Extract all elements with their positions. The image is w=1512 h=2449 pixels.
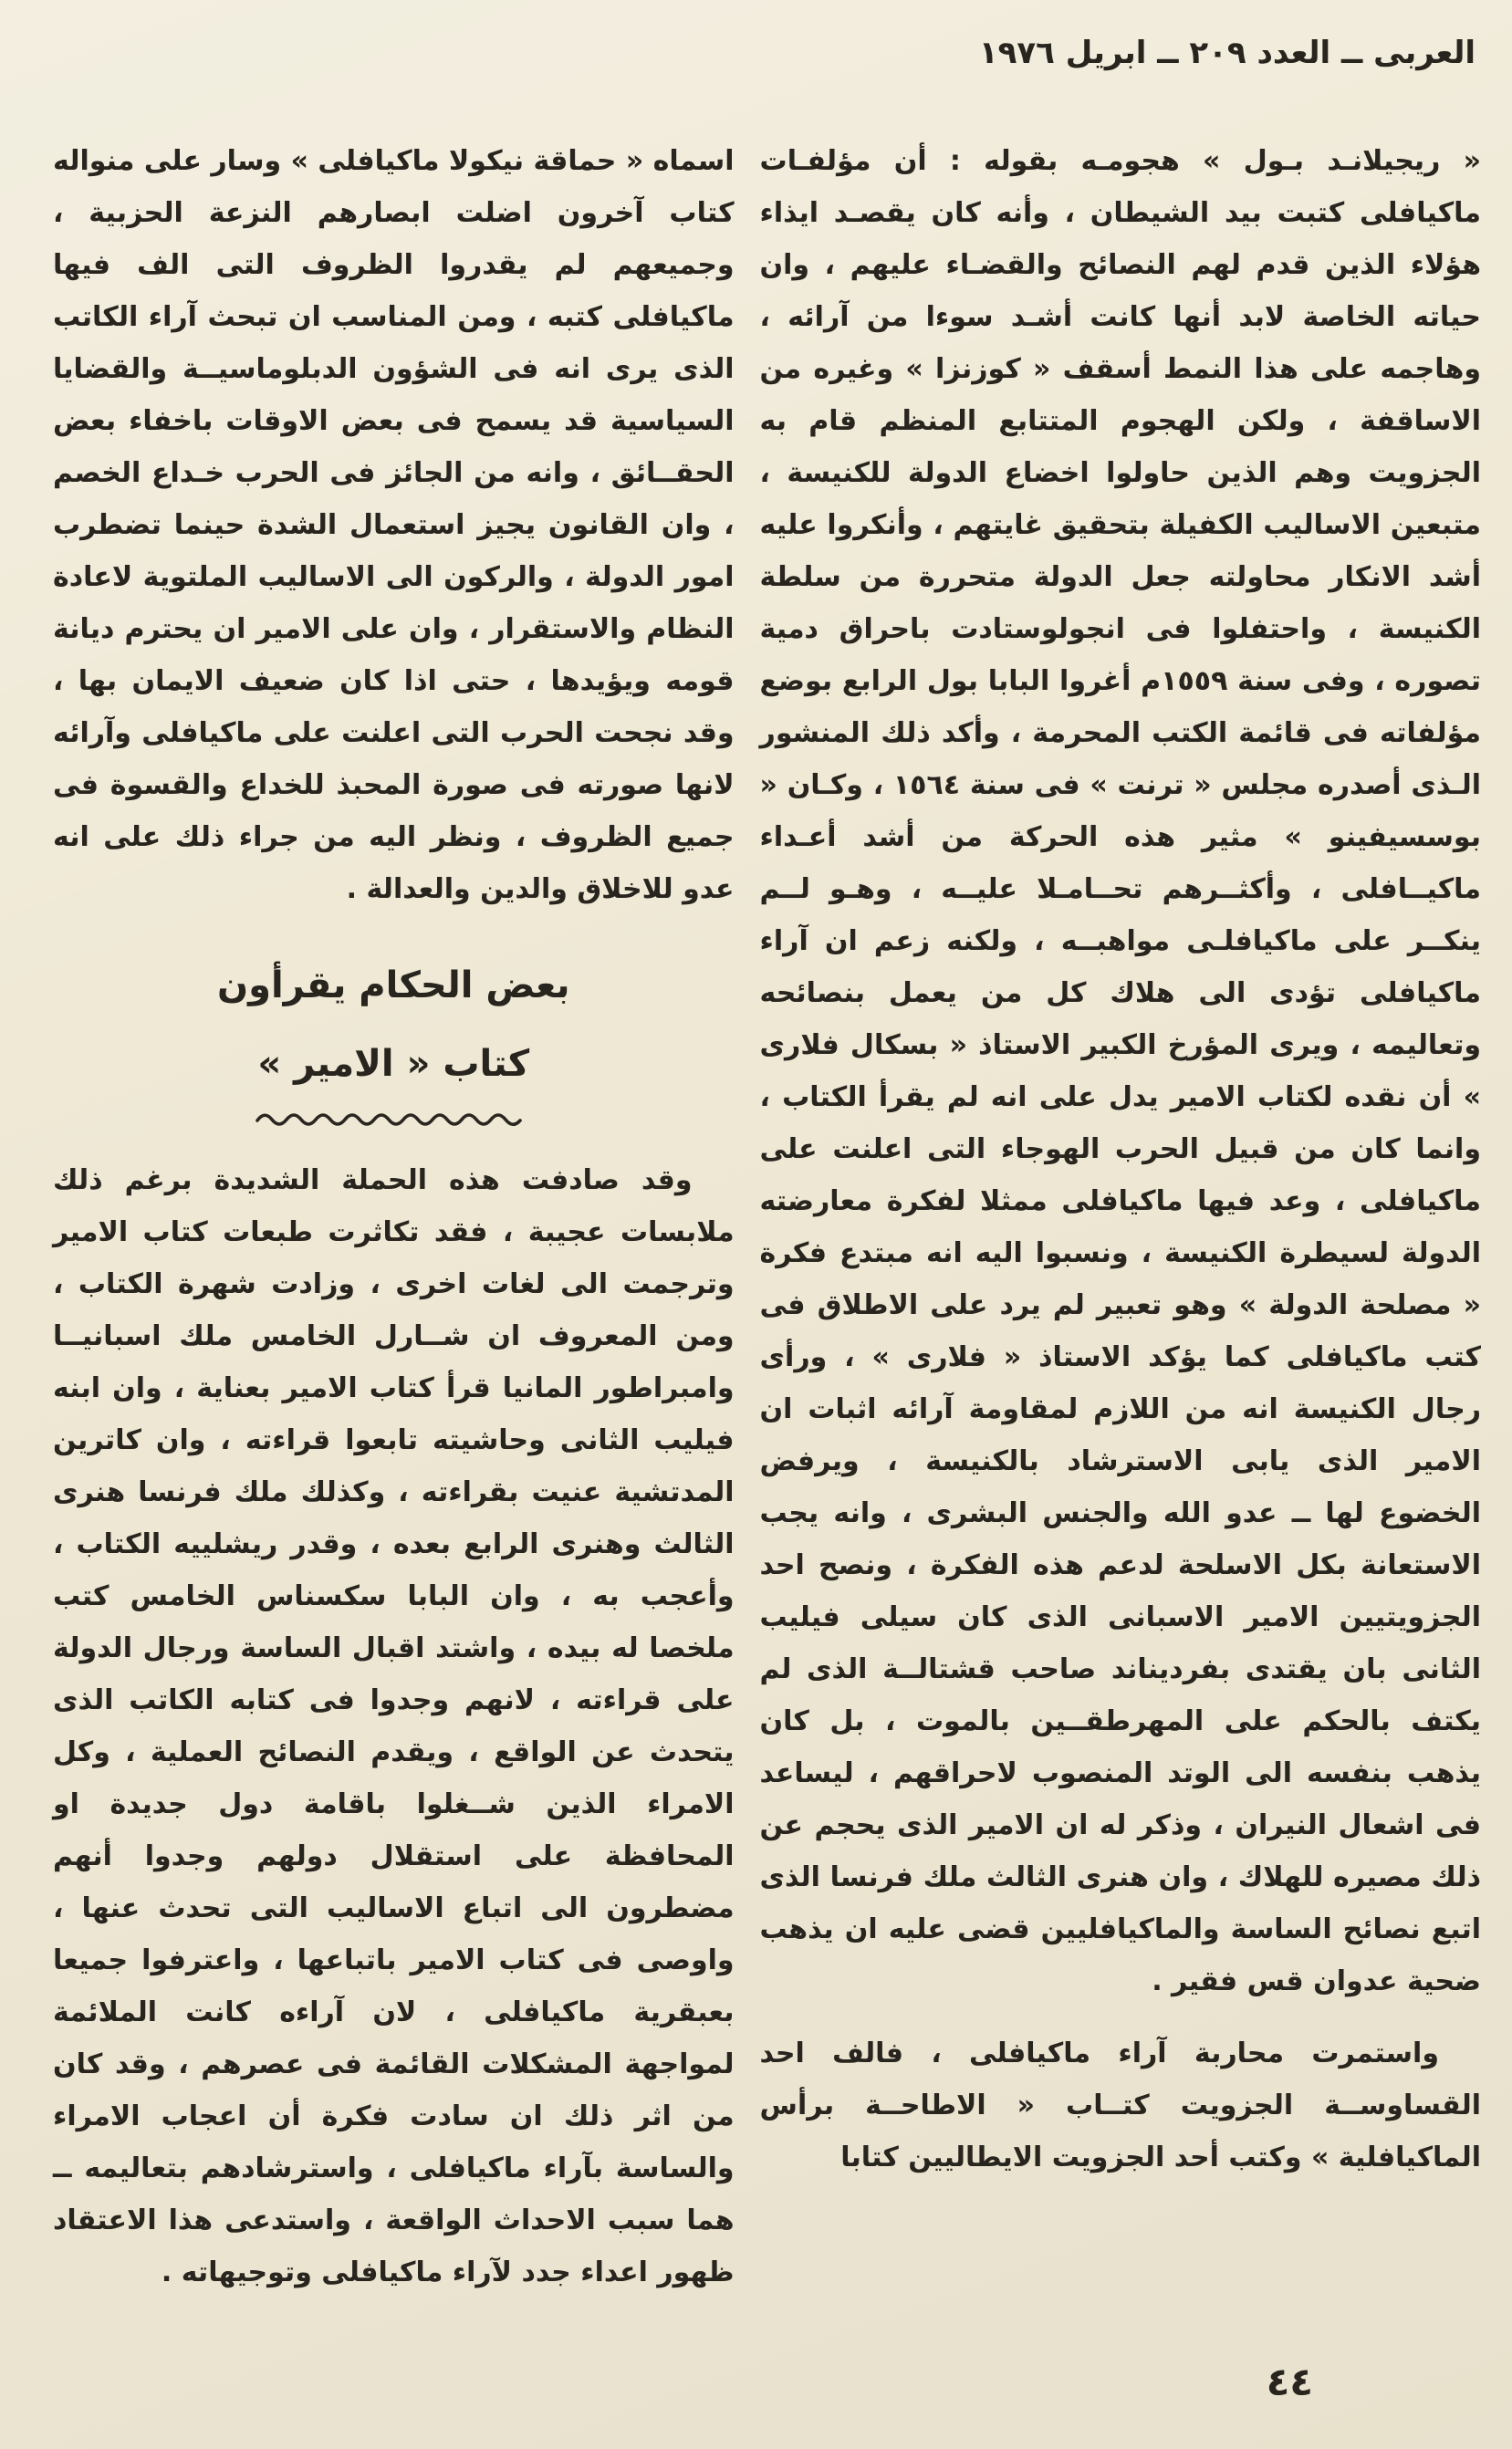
- column-right: [760, 135, 1481, 2298]
- section-heading: [53, 946, 735, 1129]
- article-columns: [53, 135, 1481, 2298]
- page-header: العربى ــ العدد ٢٠٩ ــ ابريل ١٩٧٦: [978, 35, 1476, 71]
- body-paragraph: « ريجيلانـد بـول » هجومـه بقوله : أن مؤلفـات ماكيافلى كتبت بيد الشيطان ، وأنه كان يقصـد ايذاء هؤلاء الذين قدم لهم النصائح والقضـاء عليهم ، وان حياته الخاصة لابد أنها كانت أشـد سوءا من آرائه ، وهاجمه على هذا النمط أسقف « كوزنزا » وغيره من الاساقفة ، ولكن الهجوم المتتابع المنظم قام به الجزويت وهم الذين حاولوا اخضاع الدولة للكنيسة ، متبعين الاساليب الكفيلة بتحقيق غايتهم ، وأنكروا عليه أشد الانكار محاولته جعل الدولة متحررة من سلطة الكنيسة ، واحتفلوا فى انجولوستادت باحراق دمية تصوره ، وفى سنة ١٥٥٩م أغروا البابا بول الرابع بوضع مؤلفاته فى قائمة الكتب المحرمة ، وأكد ذلك المنشور الـذى أصدره مجلس « ترنت » فى سنة ١٥٦٤ ، وكـان « بوسسيفينو » مثير هذه الحركة من أشد أعـداء ماكيــافلى ، وأكثــرهم تحــامـلا عليــه ، وهـو لــم ينكــر على ماكيافلـى مواهبــه ، ولكنه زعم ان آراء ماكيافلى تؤدى الى هلاك كل من يعمل بنصائحه وتعاليمه ، ويرى المؤرخ الكبير الاستاذ « بسكال فلارى » أن نقده لكتاب الامير يدل على انه لم يقرأ الكتاب ، وانما كان من قبيل الحرب الهوجاء التى اعلنت على ماكيافلى ، وعد فيها ماكيافلى ممثلا لفكرة معارضته الدولة لسيطرة الكنيسة ، ونسبوا اليه انه مبتدع فكرة « مصلحة الدولة » وهو تعبير لم يرد على الاطلاق فى كتب ماكيافلى كما يؤكد الاستاذ « فلارى » ، ورأى رجال الكنيسة انه من اللازم لمقاومة آرائه اثبات ان الامير الذى يابى الاسترشاد بالكنيسة ، ويرفض الخضوع لها ــ عدو الله والجنس البشرى ، وانه يجب الاستعانة بكل الاسلحة لدعم هذه الفكرة ، ونصح احد الجزويتيين الامير الاسبانى الذى كان سيلى فيليب الثانى بان يقتدى بفرديناند صاحب قشتالــة الذى لم يكتف بالحكم على المهرطقــين بالموت ، بل كان يذهب بنفسه الى الوتد المنصوب لاحراقهم ، ليساعد فى اشعال النيران ، وذكر له ان الامير الذى يحجم عن ذلك مصيره للهلاك ، وان هنرى الثالث ملك فرنسا الذى اتبع نصائح الساسة والماكيافليين قضى عليه ان يذهب ضحية عدوان قس فقير .: [759, 145, 1482, 1997]
- body-paragraph: وقد صادفت هذه الحملة الشديدة برغم ذلك ملابسات عجيبة ، فقد تكاثرت طبعات كتاب الامير وترجمت الى لغات اخرى ، وزادت شهرة الكتاب ، ومن المعروف ان شــارل الخامس ملك اسبانيــا وامبراطور المانيا قرأ كتاب الامير بعناية ، وان ابنه فيليب الثانى وحاشيته تابعوا قراءته ، وان كاترين المدتشية عنيت بقراءته ، وكذلك ملك فرنسا هنرى الثالث وهنرى الرابع بعده ، وقدر ريشلييه الكتاب ، وأعجب به ، وان البابا سكسناس الخامس كتب ملخصا له بيده ، واشتد اقبال الساسة ورجال الدولة على قراءته ، لانهم وجدوا فى كتابه الكاتب الذى يتحدث عن الواقع ، ويقدم النصائح العملية ، وكل الامراء الذين شــغلوا باقامة دول جديدة او المحافظة على استقلال دولهم وجدوا أنهم مضطرون الى اتباع الاساليب التى تحدث عنها ، واوصى فى كتاب الامير باتباعها ، واعترفوا جميعا بعبقرية ماكيافلى ، لان آراءه كانت الملائمة لمواجهة المشكلات القائمة فى عصرهم ، وقد كان من اثر ذلك ان سادت فكرة أن اعجاب الامراء والساسة بآراء ماكيافلى ، واسترشادهم بتعاليمه ــ هما سبب الاحداث الواقعة ، واستدعى هذا الاعتقاد ظهور اعداء جدد لآراء ماكيافلى وتوجيهاته .: [53, 1164, 735, 2288]
- body-paragraph: اسماه « حماقة نيكولا ماكيافلى » وسار على منواله كتاب آخرون اضلت ابصارهم النزعة الحزبية ، وجميعهم لم يقدروا الظروف التى الف فيها ماكيافلى كتبه ، ومن المناسب ان تبحث آراء الكاتب الذى يرى انه فى الشؤون الدبلوماسيــة والقضايا السياسية قد يسمح فى بعض الاوقات باخفاء بعض الحقــائق ، وانه من الجائز فى الحرب خـداع الخصم ، وان القانون يجيز استعمال الشدة حينما تضطرب امور الدولة ، والركون الى الاساليب الملتوية لاعادة النظام والاستقرار ، وان على الامير ان يحترم ديانة قومه ويؤيدها ، حتى اذا كان ضعيف الايمان بها ، وقد نجحت الحرب التى اعلنت على ماكيافلى وآرائه لانها صورته فى صورة المحبذ للخداع والقسوة فى جميع الظروف ، ونظر اليه من جراء ذلك على انه عدو للاخلاق والدين والعدالة .: [53, 145, 735, 905]
- section-heading-line1: بعض الحكام يقرأون: [216, 964, 570, 1006]
- squiggle-underline-icon: [252, 1109, 535, 1129]
- body-paragraph: واستمرت محاربة آراء ماكيافلى ، فالف احد القساوســة الجزويت كتــاب « الاطاحــة برأس الماكيافلية » وكتب أحد الجزويت الايطاليين كتابا: [759, 2037, 1481, 2173]
- section-heading-line2: كتاب « الامير »: [257, 1043, 530, 1085]
- column-left: [53, 135, 735, 2298]
- page-number: ٤٤: [1266, 2360, 1313, 2404]
